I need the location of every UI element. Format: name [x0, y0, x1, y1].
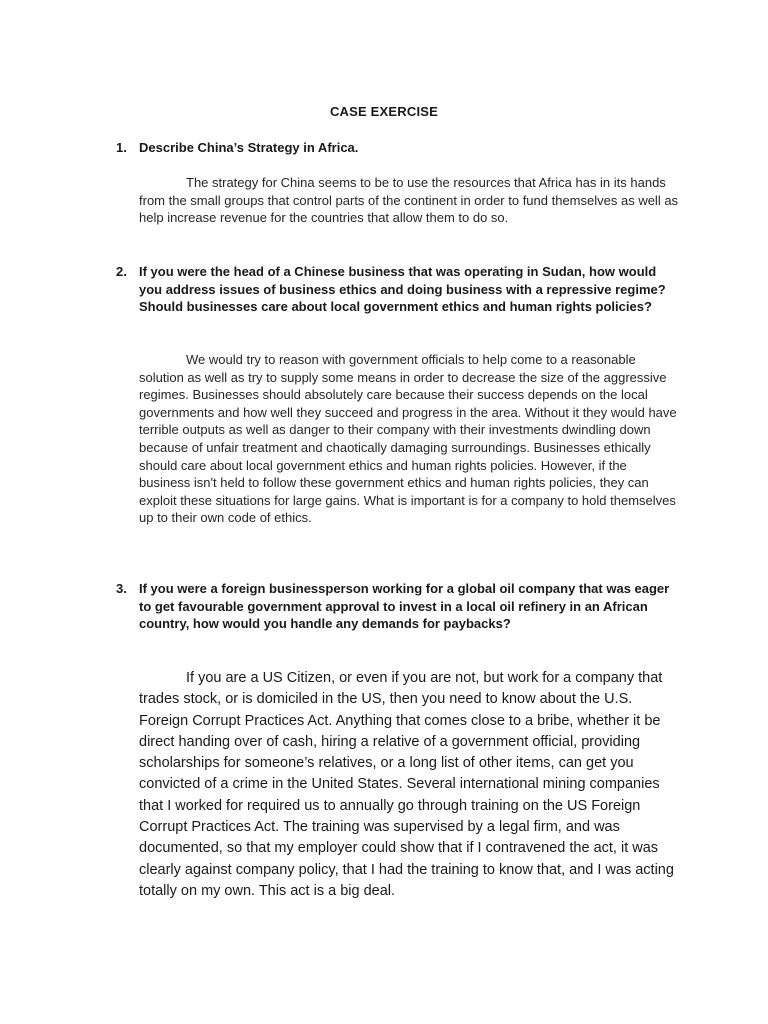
document-title: CASE EXERCISE [329, 104, 439, 119]
answer-3: If you are a US Citizen, or even if you are not, but work for a company that trades stock, or is domiciled in the US, then you need to know about the U.S. Foreign Corrupt Practices Act. Anything that comes close to a bribe, whether it be direct handing over of cash, hiring a relative of a government official, providing scholarships for someone’s relatives, or a long list of other items, can get you convicted of a crime in the United States. Several international mining companies that I worked for required us to annually go through training on the US Foreign Corrupt Practices Act. The training was supervised by a legal firm, and was documented, so that my employer could show that if I contravened the act, it was clearly against company policy, that I had the training to know that, and I was acting totally on my own. This act is a big deal. [139, 670, 674, 899]
question-3 [116, 580, 676, 633]
question-2 [116, 263, 676, 316]
question-text: Describe China’s Strategy in Africa. [139, 140, 359, 155]
question-text: If you were the head of a Chinese business that was operating in Sudan, how would you address issues of business ethics and doing business with a repressive regime? Should businesses care about local government ethics and human rights policies? [139, 264, 666, 314]
question-number: 3. [116, 581, 127, 596]
answer-1: The strategy for China seems to be to use the resources that Africa has in its hands from the small groups that control parts of the continent in order to fund themselves as well as help increase revenue for the countries that allow them to do so. [139, 175, 679, 226]
answer-2: We would try to reason with government officials to help come to a reasonable solution as well as try to supply some means in order to decrease the size of the aggressive regimes. Businesses should absolutely care because their success depends on the local governments and how well they succeed and progress in the area. Without it they would have terrible outputs as well as danger to their company with their investments dwindling down because of unfair treatment and chaotically damaging surroundings. Businesses ethically should care about local government ethics and human rights policies. However, if the business isn't held to follow these government ethics and human rights policies, they can exploit these situations for large gains. What is important is for a company to hold themselves up to their own code of ethics. [139, 352, 677, 526]
question-text: If you were a foreign businessperson working for a global oil company that was eager to get favourable government approval to invest in a local oil refinery in an African country, how would you handle any demands for paybacks? [139, 581, 670, 631]
question-1 [116, 139, 676, 157]
question-number: 2. [116, 264, 127, 279]
question-number: 1. [116, 140, 127, 155]
